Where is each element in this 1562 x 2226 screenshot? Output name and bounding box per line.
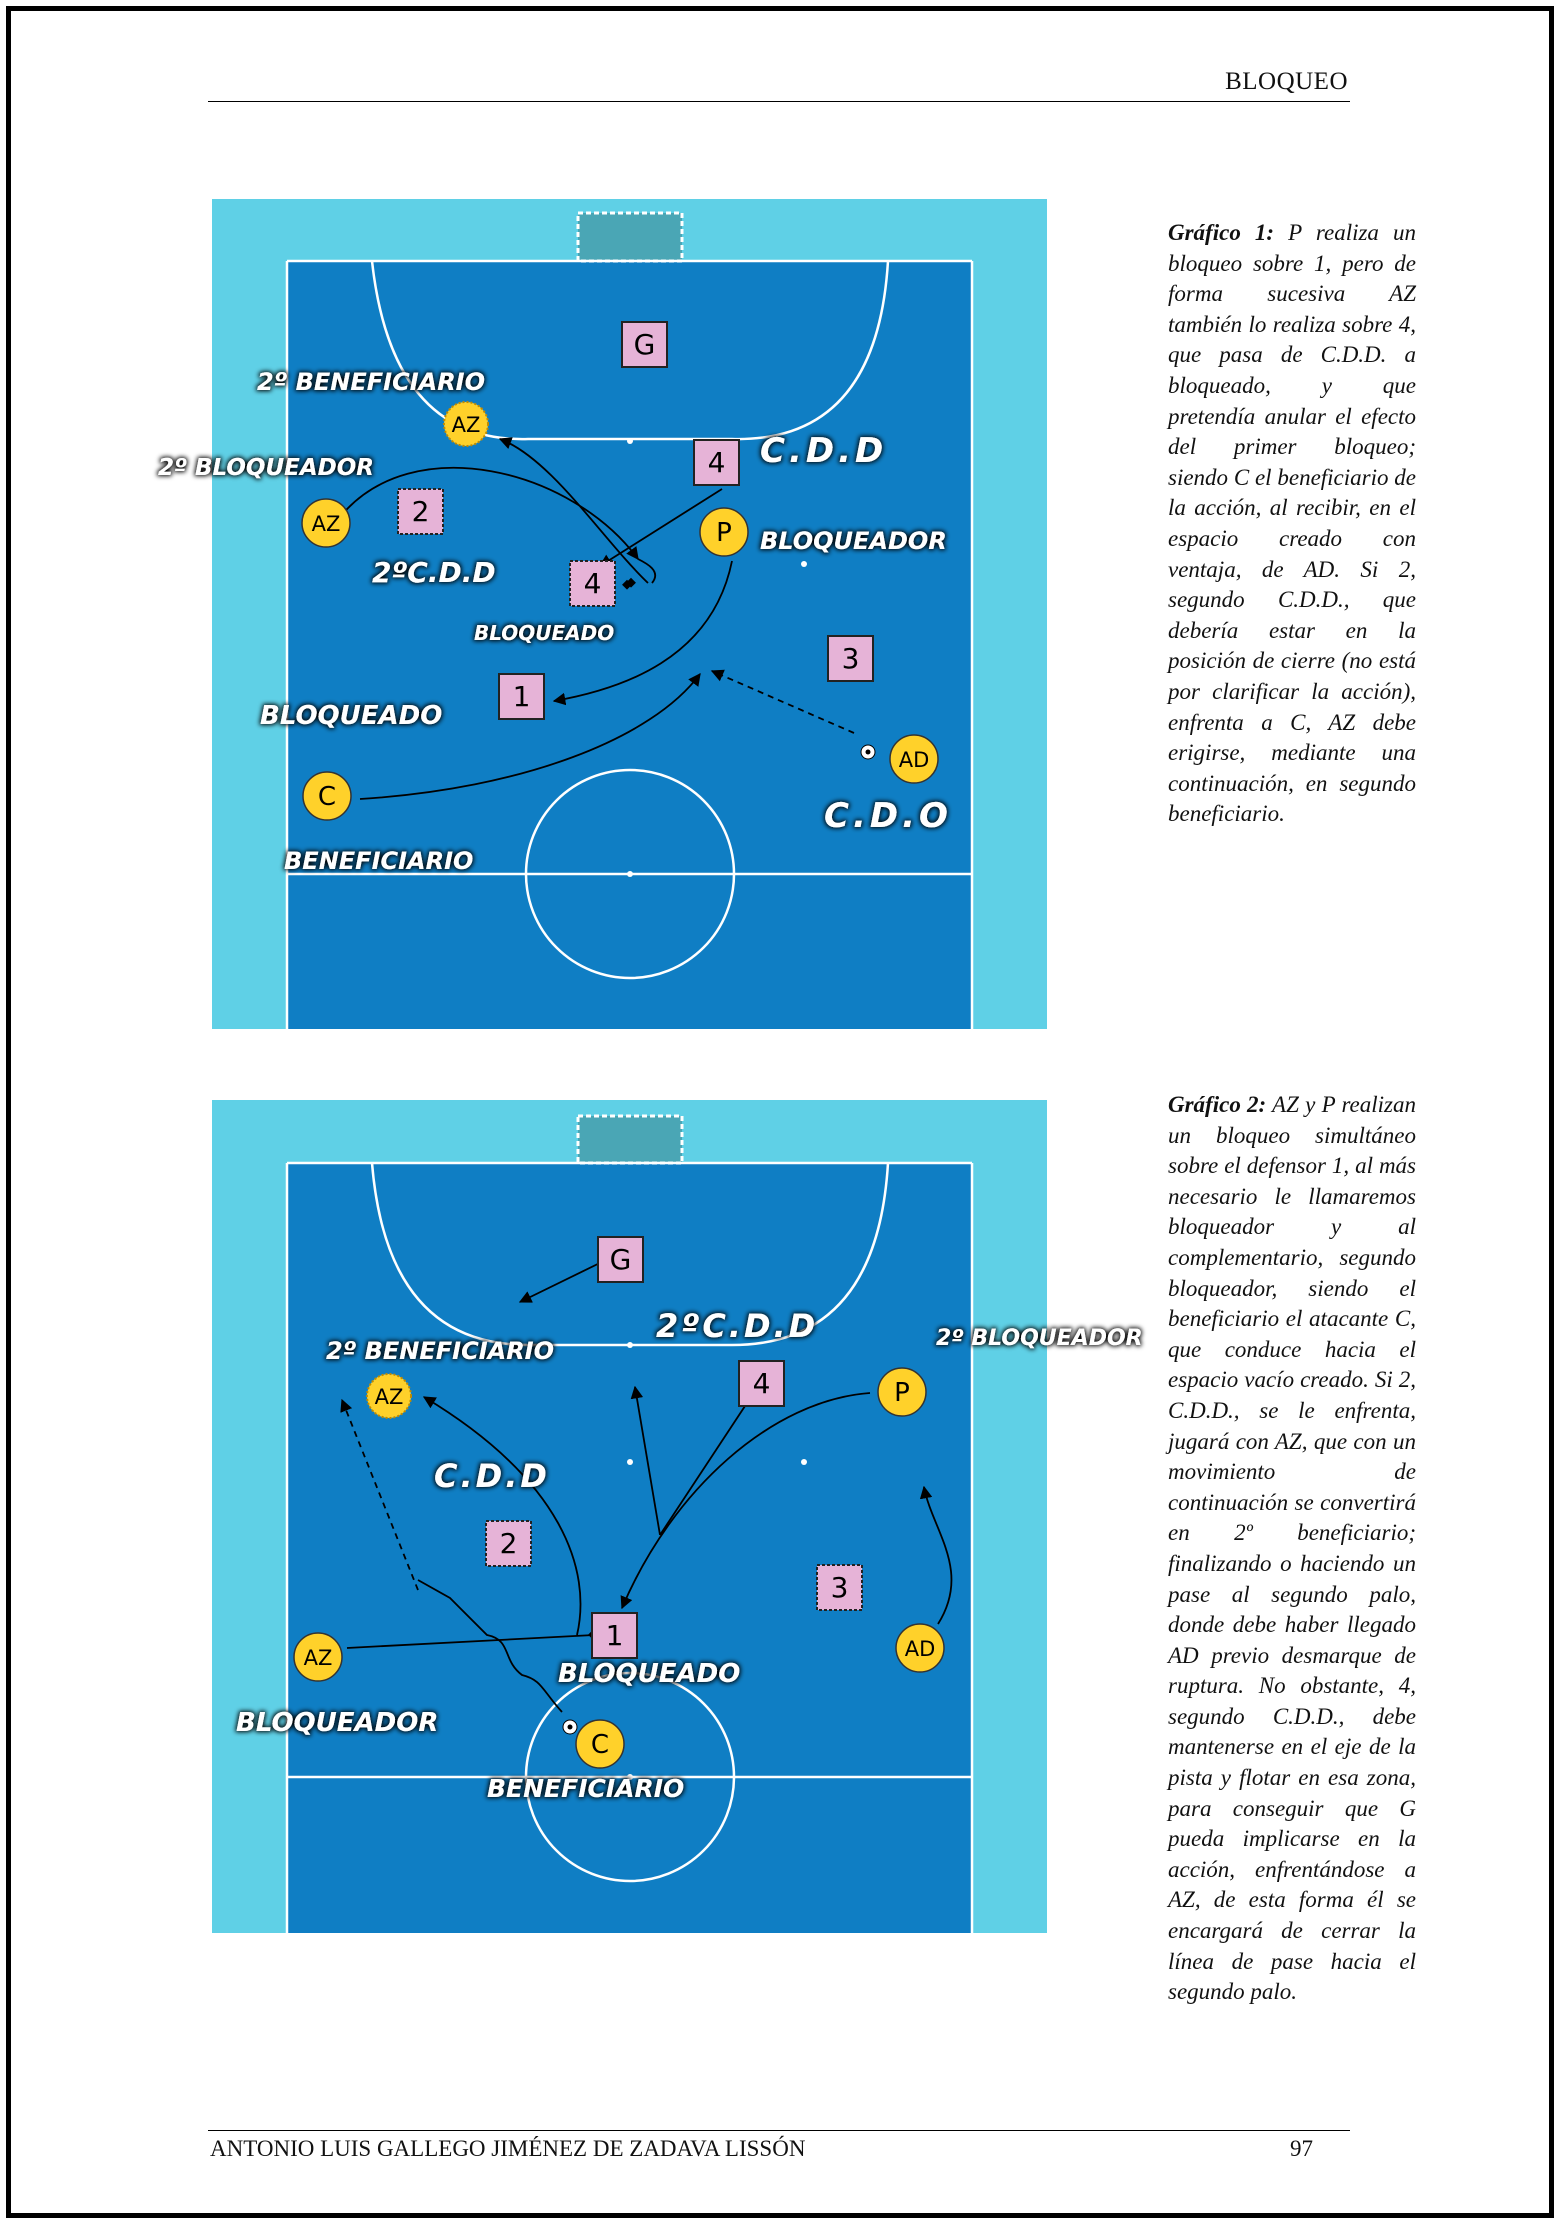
footer-rule <box>208 2130 1350 2131</box>
svg-text:3: 3 <box>830 1571 849 1604</box>
figure-1-caption <box>1168 218 1416 830</box>
svg-text:G: G <box>633 328 656 361</box>
svg-text:AZ: AZ <box>374 1385 404 1409</box>
figure-2-overflow-label <box>930 1318 1160 1358</box>
defender-1 <box>592 1613 637 1658</box>
label-2-bloqueador: 2º BLOQUEADOR <box>936 1326 1143 1351</box>
svg-text:P: P <box>716 518 732 548</box>
figure-1-overflow-label <box>150 448 390 488</box>
attacker-az-left <box>294 1633 342 1681</box>
label-beneficiario: BENEFICIARIO <box>487 1774 685 1803</box>
defender-2 <box>486 1521 531 1566</box>
defender-4-screened <box>570 561 615 606</box>
figure-2-caption <box>1168 1090 1416 2008</box>
label-cdd: C.D.D <box>434 1457 550 1495</box>
footer-author: ANTONIO LUIS GALLEGO JIMÉNEZ DE ZADAVA LISSÓN <box>210 2136 806 2161</box>
figure-2-court-diagram <box>212 1100 1047 1933</box>
defender-3 <box>828 636 873 681</box>
page-number: 97 <box>1290 2136 1313 2161</box>
attacker-c <box>576 1720 624 1768</box>
label-bloqueado: BLOQUEADO <box>558 1659 741 1689</box>
ball-icon <box>861 745 875 759</box>
defender-g <box>598 1237 643 1282</box>
attacker-p <box>878 1368 926 1416</box>
attacker-c <box>303 772 351 820</box>
svg-text:AZ: AZ <box>303 1646 333 1670</box>
svg-text:G: G <box>609 1243 632 1276</box>
label-2-beneficiario: 2º BENEFICIARIO <box>257 368 486 396</box>
attacker-ad <box>896 1624 944 1672</box>
svg-text:1: 1 <box>512 680 531 713</box>
goal <box>578 213 682 261</box>
label-bloqueador: BLOQUEADOR <box>760 527 947 555</box>
svg-text:AZ: AZ <box>451 413 481 437</box>
label-cdd: C.D.D <box>760 431 888 471</box>
label-2-cdd: 2ºC.D.D <box>372 556 496 589</box>
figure-1-caption-text: P realiza un bloqueo sobre 1, pero de forma sucesiva AZ también lo realiza sobre 4, que pasa de C.D.D. a bloqueado, y que pretendía anular el efecto del primer bloqueo; siendo C el beneficiario de la acción, al recibir, en el espacio creado con ventaja, de AD. Si 2, segundo C.D.D., que debería estar en la posición de cierre (no está por clarificar la acción), enfrenta a C, AZ debe erigirse, mediante una continuación, en segundo beneficiario. <box>1168 220 1417 827</box>
label-cdo: C.D.O <box>824 796 952 836</box>
attacker-az-left <box>302 499 350 547</box>
attacker-p <box>700 508 748 556</box>
figure-2-caption-text: AZ y P realizan un bloqueo simultáneo sobre el defensor 1, al más necesario le llamaremos bloqueador y al complementario, segundo bloqueador, siendo el beneficiario el atacante C, que conduce hacia el espacio vacío creado. Si 2, C.D.D., se le enfrenta, jugará con AZ, que con un movimiento de continuación se convertirá en 2º beneficiario; finalizando o haciendo un pase al segundo palo, donde debe haber llegado AD previo desmarque de ruptura. No obstante, 4, segundo C.D.D., debe mantenerse en el eje de la pista y flotar en esa zona, para conseguir que G pueda implicarse en la acción, enfrentándose a AZ, de esta forma él se encargará de cerrar la línea de pase hacia el segundo palo. <box>1168 1092 1416 2005</box>
defender-4-top <box>694 440 739 485</box>
label-bloqueado: BLOQUEADO <box>260 701 443 731</box>
figure-1-court-diagram <box>212 199 1047 1029</box>
defender-g <box>622 322 667 367</box>
attacker-az-top <box>367 1374 411 1418</box>
label-2-cdd: 2ºC.D.D <box>656 1307 819 1345</box>
svg-text:2: 2 <box>411 495 430 528</box>
label-2-beneficiario: 2º BENEFICIARIO <box>326 1337 555 1365</box>
svg-text:4: 4 <box>707 446 726 479</box>
figure-1-caption-label: Gráfico 1: <box>1168 220 1275 245</box>
label-beneficiario: BENEFICIARIO <box>284 847 474 875</box>
svg-text:P: P <box>894 1378 910 1408</box>
header-rule <box>208 101 1350 102</box>
svg-text:C: C <box>317 782 337 812</box>
running-header: BLOQUEO <box>1225 68 1348 95</box>
svg-text:C: C <box>590 1730 610 1760</box>
ball-icon <box>563 1720 577 1734</box>
svg-text:3: 3 <box>841 642 860 675</box>
figure-2-caption-label: Gráfico 2: <box>1168 1092 1267 1117</box>
svg-text:1: 1 <box>605 1619 624 1652</box>
svg-text:2: 2 <box>499 1527 518 1560</box>
svg-text:AZ: AZ <box>311 512 341 536</box>
attacker-ad <box>890 735 938 783</box>
svg-text:AD: AD <box>898 748 930 772</box>
label-2-bloqueador: 2º BLOQUEADOR <box>158 455 374 481</box>
label-bloqueado-4: BLOQUEADO <box>474 621 615 645</box>
defender-2 <box>398 489 443 534</box>
svg-text:4: 4 <box>583 567 602 600</box>
defender-3 <box>817 1565 862 1610</box>
defender-1 <box>499 674 544 719</box>
svg-text:4: 4 <box>752 1367 771 1400</box>
attacker-az-top <box>444 402 488 446</box>
goal <box>578 1116 682 1163</box>
label-bloqueador: BLOQUEADOR <box>236 1708 439 1738</box>
defender-4 <box>739 1361 784 1406</box>
svg-text:AD: AD <box>904 1637 936 1661</box>
